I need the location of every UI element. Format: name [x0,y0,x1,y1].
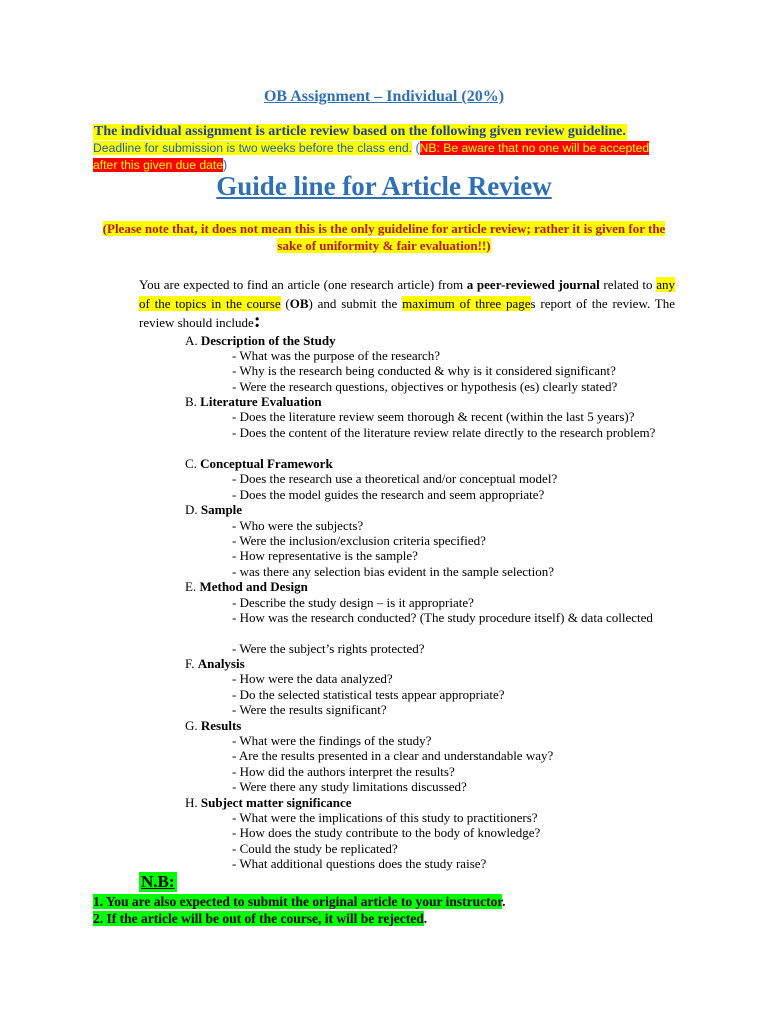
question-item: - Were there any study limitations discussed? [232,779,467,794]
section-letter: A. [185,333,198,348]
question-item: - How does the study contribute to the body of knowledge? [232,825,541,840]
deadline-notice [93,140,683,174]
para-text-2: related to [599,277,657,292]
section-title: Conceptual Framework [200,456,333,471]
question-item: - How did the authors interpret the results? [232,764,455,779]
section-heading [185,333,336,348]
guideline-note [95,220,673,254]
para-bold-ob: OB [289,296,309,311]
section-title: Subject matter significance [200,795,352,810]
nb-line-2 [93,911,427,927]
section-letter: E. [185,579,197,594]
para-text-4: ) and submit the [308,296,403,311]
deadline-text: Deadline for submission is two weeks before the class end. [93,141,413,155]
question-item: - Could the study be replicated? [232,841,398,856]
question-item: - What was the purpose of the research? [232,348,441,363]
deadline-paren-close: ) [223,158,228,172]
guideline-note-text: (Please note that, it does not mean this is the only guideline for article review; rather it is given for the sake of uniformity & fair evaluation!!) [102,221,666,253]
question-item: - Were the research questions, objectives or hypothesis (es) clearly stated? [232,379,618,394]
question-item: - How were the data analyzed? [232,671,393,686]
section-letter: C. [185,456,197,471]
section-heading [185,718,241,733]
para-bold-journal: a peer-reviewed journal [466,277,600,292]
nb-line-1-text: 1. You are also expected to submit the original article to your instructor [93,894,503,909]
question-item: - was there any selection bias evident in the sample selection? [232,564,554,579]
deadline-nb-line-1: NB: Be aware that no one will be accepted [419,141,650,155]
question-item: - Does the literature review seem thorough & recent (within the last 5 years)? [232,409,635,424]
nb-line-1-period: . [502,894,506,909]
question-item: - Does the content of the literature review relate directly to the research problem? [232,425,656,440]
question-item: - Describe the study design – is it appropriate? [232,595,474,610]
section-title: Analysis [197,656,245,671]
question-item: - Were the inclusion/exclusion criteria specified? [232,533,486,548]
para-text-5: s report of the review. The review should include [139,296,676,330]
question-item: - Does the model guides the research and seem appropriate? [232,487,545,502]
section-heading [185,394,322,409]
section-letter: D. [185,502,198,517]
para-highlight-topics: any of the topics in the course [139,277,675,311]
section-title: Description of the Study [200,333,336,348]
instructions-paragraph [139,275,675,332]
section-title: Sample [200,502,243,517]
section-heading [185,579,308,594]
section-letter: H. [185,795,198,810]
nb-line-1 [93,894,505,910]
nb-line-2-period: . [423,911,428,926]
assignment-title: OB Assignment – Individual (20%) [263,88,505,105]
question-item: - How was the research conducted? (The study procedure itself) & data collected [232,610,653,625]
question-item: - Were the subject’s rights protected? [232,641,425,656]
para-text-3: ( [280,296,290,311]
section-letter: F. [185,656,195,671]
section-heading [185,656,245,671]
intro-statement: The individual assignment is article review based on the following given review guideline. [94,124,626,139]
section-heading [185,502,242,517]
question-item: - How representative is the sample? [232,548,418,563]
deadline-paren-open: ( [412,141,420,155]
nb-line-2-text: 2. If the article will be out of the course, it will be rejected [93,911,424,926]
question-item: - What additional questions does the study raise? [232,856,487,871]
section-title: Literature Evaluation [200,394,322,409]
section-heading [185,456,333,471]
nb-heading: N.B: [141,872,175,891]
question-item: - Why is the research being conducted & why is it considered significant? [232,363,616,378]
guide-title: Guide line for Article Review [216,171,552,201]
section-letter: B. [185,394,197,409]
para-colon: : [253,310,261,332]
section-letter: G. [185,718,198,733]
question-item: - Does the research use a theoretical and/or conceptual model? [232,471,558,486]
question-item: - Who were the subjects? [232,518,364,533]
question-item: - Do the selected statistical tests appear appropriate? [232,687,505,702]
deadline-nb-line-2: after this given due date [93,158,224,172]
question-item: - What were the findings of the study? [232,733,432,748]
section-title: Results [200,718,242,733]
question-item: - Were the results significant? [232,702,387,717]
question-item: - Are the results presented in a clear and understandable way? [232,748,554,763]
section-title: Method and Design [199,579,308,594]
para-text-1: You are expected to find an article (one research article) from [139,277,467,292]
question-item: - What were the implications of this study to practitioners? [232,810,538,825]
para-highlight-pages: maximum of three page [402,296,531,311]
section-heading [185,795,352,810]
